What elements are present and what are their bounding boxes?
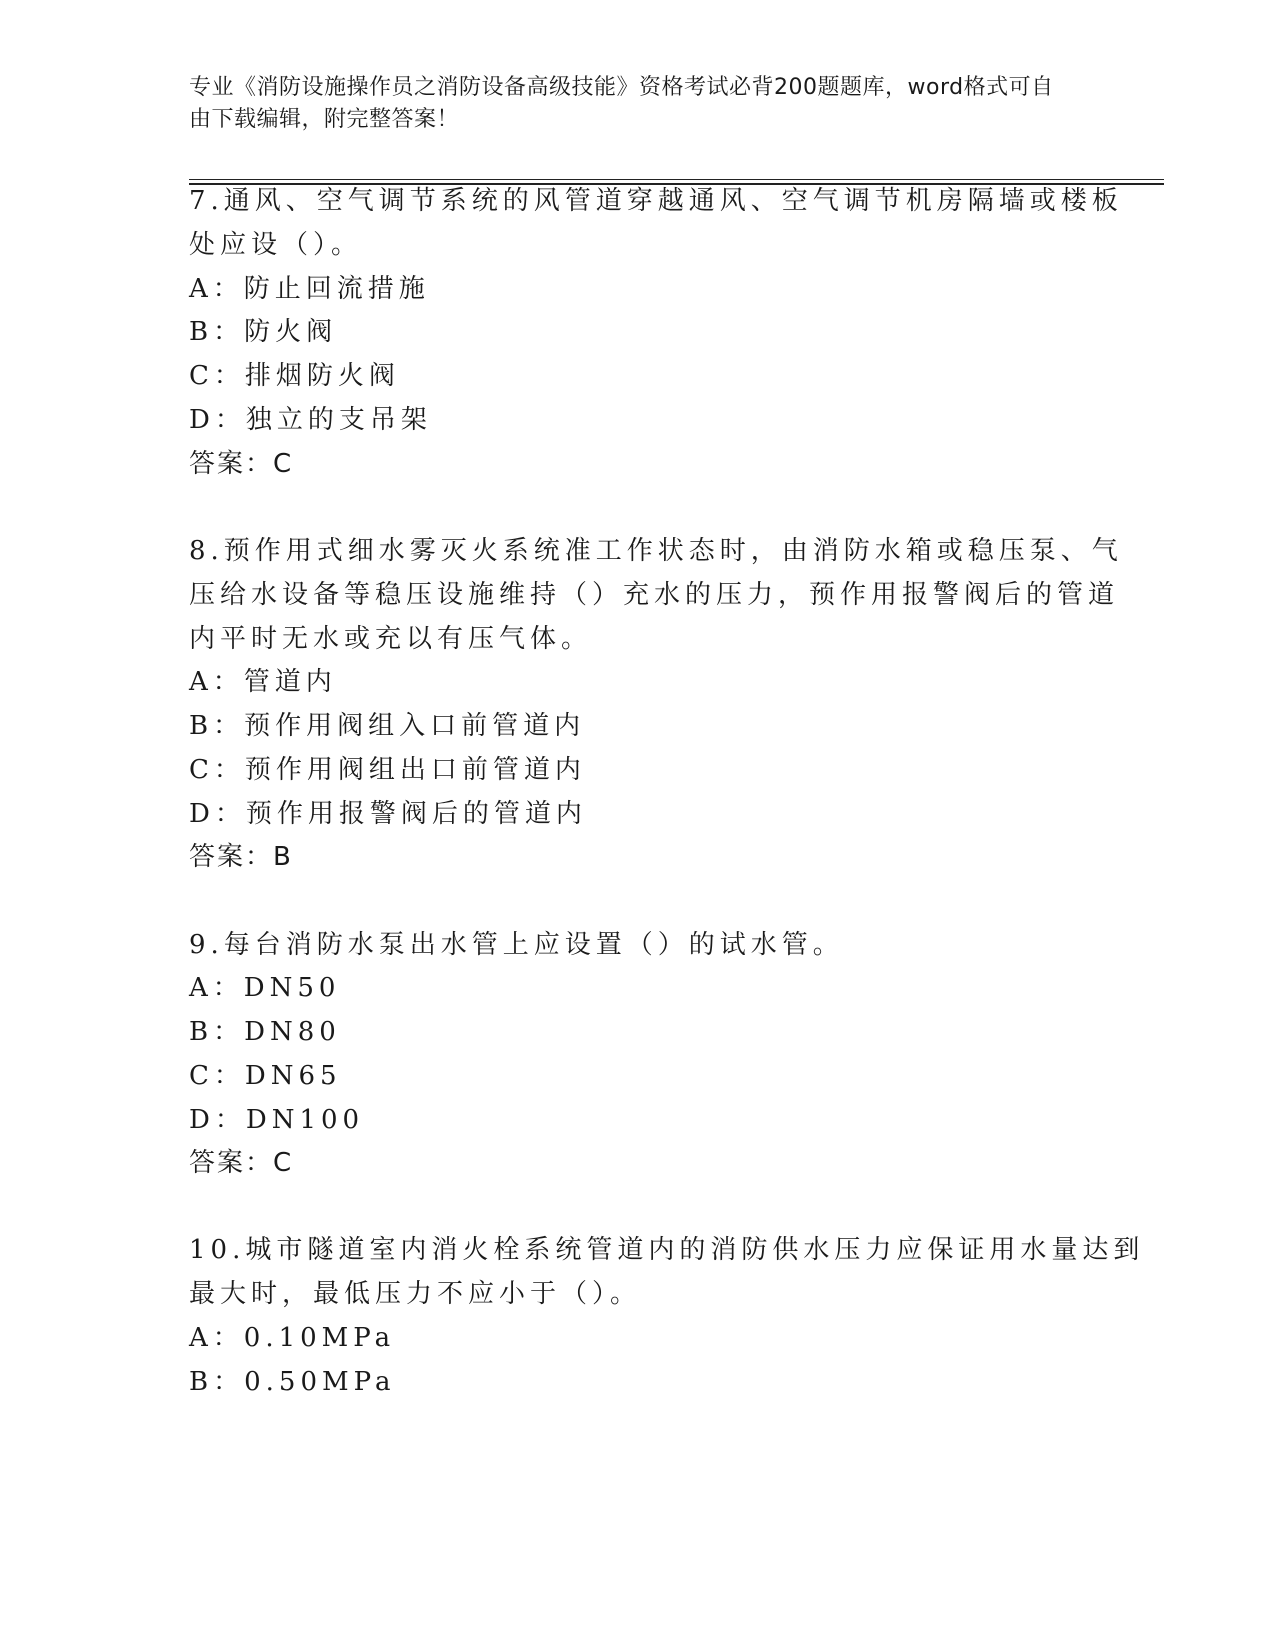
question-9-option-a: A：DN50 [189, 973, 341, 1003]
question-10-option-a: A：0.10MPa [189, 1323, 396, 1353]
question-9-option-c: C：DN65 [189, 1061, 342, 1091]
question-7-option-a: A：防止回流措施 [189, 274, 430, 304]
question-7-option-c: C：排烟防火阀 [189, 361, 400, 391]
question-7-stem-line-2: 处应设（）。 [189, 230, 363, 260]
question-8-option-b: B：预作用阀组入口前管道内 [189, 711, 586, 741]
question-7-option-b: B：防火阀 [189, 317, 338, 347]
question-10-option-b: B：0.50MPa [189, 1367, 396, 1397]
question-8-answer: 答案：B [189, 842, 293, 872]
question-9-answer: 答案：C [189, 1148, 294, 1178]
question-9-option-b: B：DN80 [189, 1017, 341, 1047]
question-10-stem-line-2: 最大时，最低压力不应小于（）。 [189, 1279, 642, 1309]
question-8-option-d: D：预作用报警阀后的管道内 [189, 799, 587, 829]
question-8-stem-line-3: 内平时无水或充以有压气体。 [189, 624, 593, 654]
question-8-stem-line-2: 压给水设备等稳压设施维持（）充水的压力，预作用报警阀后的管道 [189, 580, 1120, 610]
question-9-option-d: D：DN100 [189, 1105, 365, 1135]
question-10-stem-line-1: 10.城市隧道室内消火栓系统管道内的消防供水压力应保证用水量达到 [189, 1235, 1145, 1265]
header-divider-thin [189, 179, 1164, 180]
question-9-stem-line-1: 9.每台消防水泵出水管上应设置（）的试水管。 [189, 930, 844, 960]
question-7-option-d: D：独立的支吊架 [189, 405, 432, 435]
document-header: 专业《消防设施操作员之消防设备高级技能》资格考试必背200题题库，word格式可自由下载编辑，附完整答案！ [189, 75, 1054, 132]
question-8-option-a: A：管道内 [189, 667, 337, 697]
question-7-stem-line-1: 7.通风、空气调节系统的风管道穿越通风、空气调节机房隔墙或楼板 [189, 186, 1123, 216]
question-8-stem-line-1: 8.预作用式细水雾灭火系统准工作状态时，由消防水箱或稳压泵、气 [189, 536, 1123, 566]
question-8-option-c: C：预作用阀组出口前管道内 [189, 755, 586, 785]
question-7-answer: 答案：C [189, 449, 294, 479]
